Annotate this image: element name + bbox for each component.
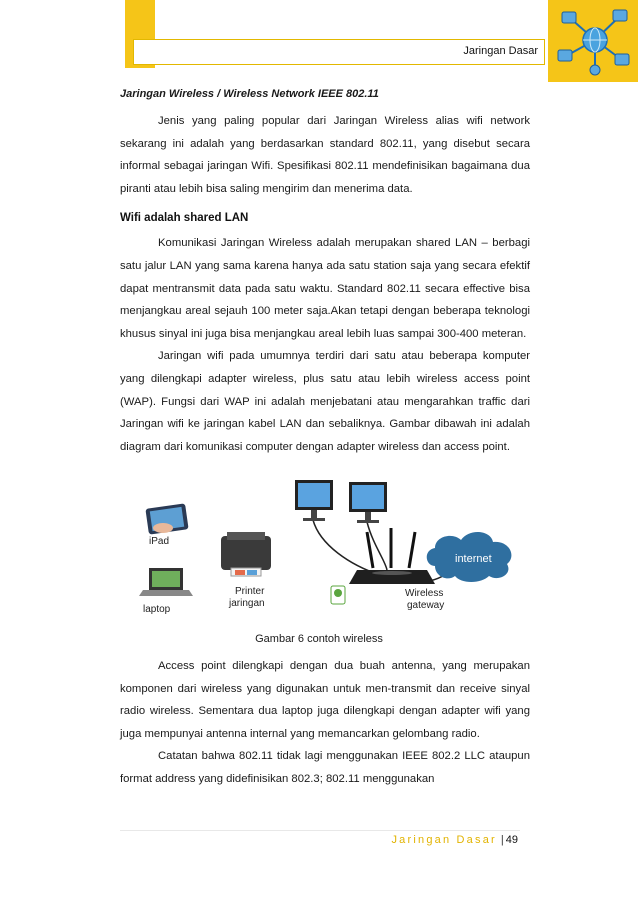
gateway-label-1: Wireless [405, 588, 444, 599]
laptop-device [139, 568, 193, 596]
section-heading-wireless-network: Jaringan Wireless / Wireless Network IEEE 802.11 [120, 88, 379, 100]
main-content [120, 88, 530, 458]
footer-divider [120, 830, 520, 831]
section-heading-shared-lan: Wifi adalah shared LAN [120, 212, 249, 225]
desktop-computer-1 [295, 480, 333, 521]
network-globe-icon [556, 4, 634, 76]
paragraph-wifi-intro: Jenis yang paling popular dari Jaringan Wireless alias wifi network sekarang ini adalah yang berdasarkan standard 802.11, yang disebut secara informal sebagai jaringan Wifi. Spesifikasi 802.11 mendefinisikan bagaimana dua piranti atau lebih bisa saling mengirim dan menerima data. [120, 115, 530, 195]
paragraph-ieee-note: Catatan bahwa 802.11 tidak lagi menggunakan IEEE 802.2 LLC ataupun format address yang didefinisikan 802.3; 802.11 menggunakan [120, 750, 530, 785]
footer-separator: | [500, 834, 504, 846]
printer-label-1: Printer [235, 586, 265, 597]
page-number: 49 [505, 834, 518, 846]
gateway-label-2: gateway [407, 600, 445, 611]
main-content-continued [120, 655, 530, 791]
wifi-certified-logo [331, 586, 345, 604]
desktop-computer-2 [349, 482, 387, 523]
page-footer [391, 834, 518, 846]
wireless-gateway-router [349, 528, 435, 584]
laptop-label: laptop [143, 604, 171, 615]
printer-label-2: jaringan [229, 598, 265, 609]
paragraph-wifi-components: Jaringan wifi pada umumnya terdiri dari satu atau beberapa komputer yang dilengkapi adapter wireless, plus satu atau lebih wireless access point (WAP). Fungsi dari WAP ini adalah menjebatani atau mengarahkan traffic dari Jaringan wifi ke jaringan kabel LAN dan sebaliknya. Gambar dibawah ini adalah diagram dari komunikasi computer dengan adapter wireless dan access point. [120, 350, 530, 453]
printer-device [221, 532, 271, 576]
figure-caption: Gambar 6 contoh wireless [255, 633, 383, 645]
wireless-network-diagram [135, 470, 525, 625]
ipad-label: iPad [149, 536, 170, 547]
paragraph-shared-lan: Komunikasi Jaringan Wireless adalah merupakan shared LAN – berbagi satu jalur LAN yang sama karena hanya ada satu station saja yang secara efektif dapat mentransmit data pada satu waktu. Standard 802.11 secara effective bisa menjangkau areal sejauh 100 meter saja.Akan tetapi dengan beberapa teknologi khusus sinyal ini juga bisa menjangkau areal lebih luas sampai 300-400 meteran. [120, 237, 530, 340]
header-title: Jaringan Dasar [463, 45, 538, 57]
paragraph-access-point: Access point dilengkapi dengan dua buah antenna, yang merupakan komponen dari wireless yang digunakan untuk men-transmit dan receive sinyal radio wireless. Sementara dua laptop juga dilengkapi dengan adapter wifi yang juga mempunyai antenna internal yang memancarkan gelombang radio. [120, 660, 530, 740]
internet-label: internet [455, 553, 492, 565]
ipad-device [145, 503, 188, 534]
header-box [133, 39, 545, 65]
footer-title: Jaringan Dasar [391, 834, 497, 846]
